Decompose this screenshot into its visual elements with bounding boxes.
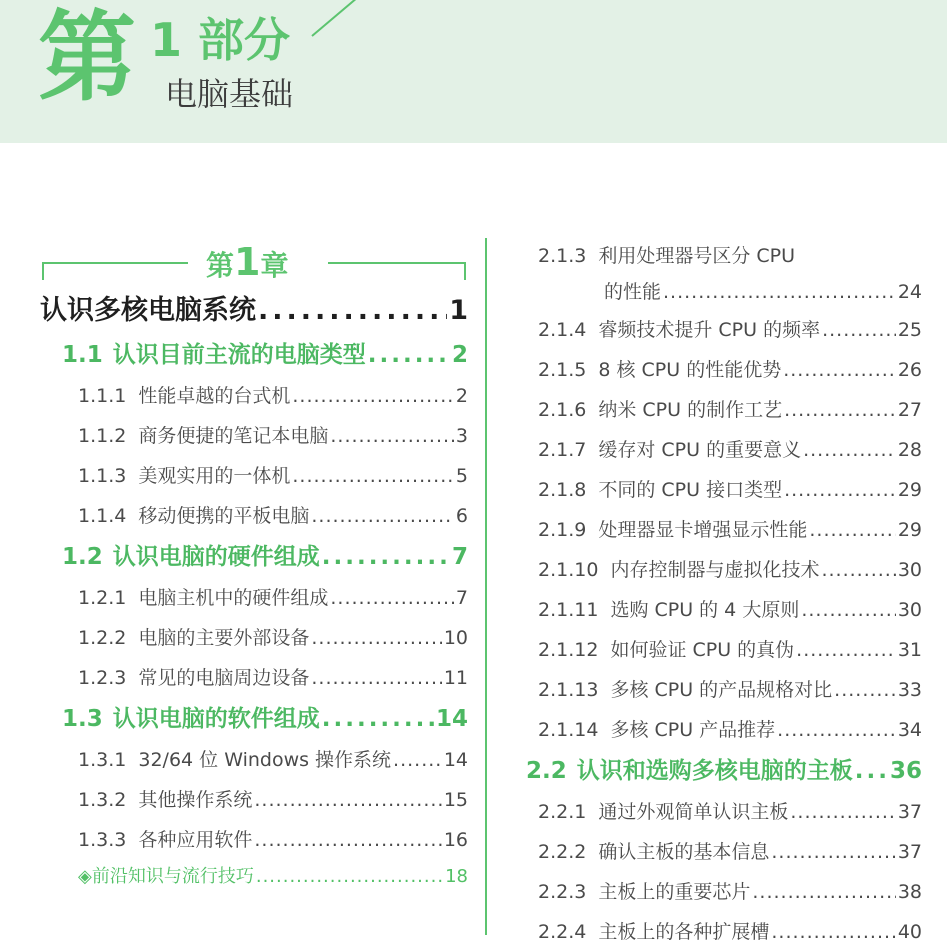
entry-page: 6 — [455, 505, 468, 527]
entry-text: 性能卓越的台式机 — [138, 385, 291, 407]
toc-entry[interactable] — [40, 578, 468, 618]
entry-title — [538, 792, 788, 832]
entry-text: 处理器显卡增强显示性能 — [598, 519, 808, 541]
toc-entry[interactable] — [538, 470, 922, 510]
entry-text: 主板上的各种扩展槽 — [598, 921, 770, 943]
entry-page: 26 — [897, 359, 922, 381]
entry-number: 1.1.4 — [78, 505, 127, 527]
entry-title — [538, 510, 807, 550]
entry-text: 美观实用的一体机 — [138, 465, 291, 487]
entry-page: 38 — [897, 881, 922, 903]
entry-number: 1.1.2 — [78, 425, 127, 447]
entry-text: 主板上的重要芯片 — [598, 881, 751, 903]
entry-text: 常见的电脑周边设备 — [138, 667, 310, 689]
dot-leader — [330, 578, 454, 618]
entry-text: 前沿知识与流行技巧 — [91, 866, 254, 887]
entry-title — [62, 536, 320, 578]
toc-entry[interactable] — [538, 510, 922, 550]
entry-title — [78, 740, 391, 780]
entry-page: 29 — [897, 519, 922, 541]
chapter-rule-right — [328, 262, 466, 264]
dot-leader — [256, 860, 443, 894]
decorative-slash-icon — [308, 0, 368, 38]
entry-number: 2.1.3 — [538, 245, 587, 267]
entry-number: 1.3.3 — [78, 829, 127, 851]
entry-title — [526, 750, 853, 792]
entry-title — [78, 820, 252, 860]
entry-text: 认识电脑的软件组成 — [112, 706, 320, 732]
entry-text: 纳米 CPU 的制作工艺 — [598, 399, 783, 421]
toc-entry[interactable] — [538, 832, 922, 872]
entry-page: 10 — [443, 627, 468, 649]
entry-page: 34 — [897, 719, 922, 741]
entry-title — [538, 670, 832, 710]
entry-text: 认识目前主流的电脑类型 — [112, 342, 366, 368]
entry-text: 缓存对 CPU 的重要意义 — [598, 439, 802, 461]
dot-leader — [771, 832, 895, 872]
entry-text: 其他操作系统 — [138, 789, 253, 811]
entry-title — [78, 658, 309, 698]
entry-text: 多核 CPU 的产品规格对比 — [610, 679, 833, 701]
entry-text: 8 核 CPU 的性能优势 — [598, 359, 782, 381]
dot-leader — [771, 912, 895, 952]
entry-title — [538, 590, 799, 630]
dot-leader — [790, 792, 895, 832]
entry-number: 2.1.6 — [538, 399, 587, 421]
dot-leader — [258, 288, 447, 334]
entry-page: 30 — [897, 599, 922, 621]
entry-title — [538, 630, 794, 670]
toc-entry-2-1-3[interactable] — [538, 236, 922, 310]
dot-leader — [393, 740, 442, 780]
chapter-rule-tick-left — [42, 262, 44, 280]
entry-title — [78, 860, 254, 894]
toc-entry[interactable] — [40, 496, 468, 536]
entry-title — [62, 334, 366, 376]
toc-entry[interactable] — [40, 618, 468, 658]
entry-number: 1.2 — [62, 544, 103, 570]
entry-title — [538, 350, 781, 390]
toc-section[interactable] — [40, 536, 468, 578]
left-entries — [40, 334, 468, 894]
entry-text: 通过外观简单认识主板 — [598, 801, 789, 823]
entry-number: 2.1.11 — [538, 599, 599, 621]
toc-entry[interactable] — [538, 710, 922, 750]
entry-title — [538, 872, 750, 912]
entry-title — [538, 470, 782, 510]
entry-text: 移动便携的平板电脑 — [138, 505, 310, 527]
toc-section[interactable] — [526, 750, 922, 792]
entry-page: 5 — [455, 465, 468, 487]
entry-number: 1.1.1 — [78, 385, 127, 407]
chapter-rule-left — [42, 262, 188, 264]
entry-page: 37 — [897, 801, 922, 823]
entry-title — [78, 376, 290, 416]
entry-number: 2.1.12 — [538, 639, 599, 661]
entry-text: 电脑的主要外部设备 — [138, 627, 310, 649]
entry-page: 14 — [435, 706, 468, 732]
entry-number: 2.2.4 — [538, 921, 587, 943]
entry-number: 1.3.2 — [78, 789, 127, 811]
entry-page: 30 — [897, 559, 922, 581]
toc-entry[interactable] — [538, 670, 922, 710]
toc-tips-entry[interactable] — [40, 860, 468, 894]
dot-leader — [822, 310, 896, 350]
chapter-title: 认识多核电脑系统 — [40, 295, 256, 326]
toc-entry[interactable] — [538, 630, 922, 670]
dot-leader — [784, 390, 896, 430]
dot-leader — [322, 698, 434, 740]
entry-text: 认识和选购多核电脑的主板 — [576, 758, 853, 784]
entry-page: 33 — [897, 679, 922, 701]
dot-leader — [254, 780, 441, 820]
toc-section[interactable] — [40, 698, 468, 740]
entry-page: 3 — [455, 425, 468, 447]
entry-number: 2.2.2 — [538, 841, 587, 863]
diamond-icon: ◈ — [78, 866, 92, 887]
dot-leader — [801, 590, 895, 630]
dot-leader — [254, 820, 441, 860]
entry-title — [538, 550, 819, 590]
entry-number: 2.1.13 — [538, 679, 599, 701]
entry-title — [538, 390, 782, 430]
toc-entry[interactable] — [40, 658, 468, 698]
dot-leader — [311, 658, 441, 698]
entry-page: 31 — [897, 639, 922, 661]
entry-title — [78, 496, 309, 536]
entry-page: 2 — [455, 385, 468, 407]
toc-entry[interactable] — [40, 376, 468, 416]
entry-page: 40 — [897, 921, 922, 943]
entry-title — [78, 780, 252, 820]
chapter-suffix: 章 — [260, 249, 289, 282]
entry-text: 电脑主机中的硬件组成 — [138, 587, 329, 609]
dot-leader — [311, 618, 441, 658]
entry-text: 认识电脑的硬件组成 — [112, 544, 320, 570]
dot-leader — [292, 456, 454, 496]
dot-leader — [663, 274, 896, 310]
toc-entry[interactable] — [40, 820, 468, 860]
entry-text: 睿频技术提升 CPU 的频率 — [598, 319, 821, 341]
toc-entry[interactable] — [538, 872, 922, 912]
entry-title-line1: 利用处理器号区分 CPU — [598, 245, 796, 267]
chapter-number: 1 — [234, 240, 261, 284]
dot-leader — [834, 670, 896, 710]
toc-entry[interactable] — [538, 792, 922, 832]
entry-number: 2.1.9 — [538, 519, 587, 541]
toc-entry[interactable] — [538, 430, 922, 470]
entry-page: 2 — [451, 342, 468, 368]
entry-number: 2.1.8 — [538, 479, 587, 501]
entry-text: 如何验证 CPU 的真伪 — [610, 639, 795, 661]
entry-title — [538, 710, 775, 750]
chapter-prefix: 第 — [206, 249, 235, 282]
entry-text: 商务便捷的笔记本电脑 — [138, 425, 329, 447]
dot-leader — [322, 536, 450, 578]
entry-text: 多核 CPU 产品推荐 — [610, 719, 776, 741]
entry-number: 2.1.14 — [538, 719, 599, 741]
entry-text: 确认主板的基本信息 — [598, 841, 770, 863]
entry-number: 1.3 — [62, 706, 103, 732]
entry-number: 2.1.7 — [538, 439, 587, 461]
toc-entry[interactable] — [538, 550, 922, 590]
toc-entry[interactable] — [538, 310, 922, 350]
toc-right-column — [526, 236, 922, 952]
dot-leader — [311, 496, 454, 536]
entry-text: 各种应用软件 — [138, 829, 253, 851]
entry-number: 1.1 — [62, 342, 103, 368]
entry-number: 2.2.1 — [538, 801, 587, 823]
entry-title — [78, 578, 328, 618]
toc-entry[interactable] — [40, 740, 468, 780]
entry-title-line2: 的性能 — [604, 281, 662, 303]
toc-entry[interactable] — [538, 390, 922, 430]
entry-title — [538, 832, 769, 872]
entry-number: 1.3.1 — [78, 749, 127, 771]
entry-page: 18 — [445, 866, 468, 887]
entry-page: 28 — [897, 439, 922, 461]
entry-page: 29 — [897, 479, 922, 501]
dot-leader — [803, 430, 896, 470]
entry-page: 14 — [443, 749, 468, 771]
toc-entry[interactable] — [40, 456, 468, 496]
part-character: 第 — [38, 1, 137, 115]
entry-page: 36 — [889, 758, 922, 784]
chapter-rule-tick-right — [464, 262, 466, 280]
toc-entry[interactable] — [40, 416, 468, 456]
toc-entry[interactable] — [40, 780, 468, 820]
toc-entry[interactable] — [538, 912, 922, 952]
part-title: 电脑基础 — [165, 75, 294, 113]
chapter-label — [206, 240, 288, 288]
right-entries — [526, 310, 922, 952]
entry-number: 2.1.5 — [538, 359, 587, 381]
entry-page: 27 — [897, 399, 922, 421]
entry-title — [538, 912, 769, 952]
entry-page: 25 — [897, 319, 922, 341]
chapter-page: 1 — [449, 295, 468, 326]
toc-entry[interactable] — [538, 590, 922, 630]
dot-leader — [783, 350, 896, 390]
entry-number: 2.2.3 — [538, 881, 587, 903]
entry-page: 7 — [451, 544, 468, 570]
entry-page: 15 — [443, 789, 468, 811]
dot-leader — [292, 376, 454, 416]
entry-title — [78, 618, 309, 658]
entry-text: 选购 CPU 的 4 大原则 — [610, 599, 800, 621]
entry-number: 2.1.10 — [538, 559, 599, 581]
toc-section[interactable] — [40, 334, 468, 376]
dot-leader — [855, 750, 888, 792]
entry-title — [62, 698, 320, 740]
dot-leader — [796, 630, 896, 670]
dot-leader — [809, 510, 895, 550]
part-banner — [0, 0, 947, 143]
entry-number: 1.2.2 — [78, 627, 127, 649]
toc-left-column — [40, 240, 468, 894]
entry-title — [538, 430, 801, 470]
entry-page: 24 — [897, 281, 922, 303]
entry-page: 11 — [443, 667, 468, 689]
dot-leader — [777, 710, 896, 750]
entry-number: 1.1.3 — [78, 465, 127, 487]
column-divider — [485, 238, 487, 935]
entry-number: 2.1.4 — [538, 319, 587, 341]
entry-page: 7 — [455, 587, 468, 609]
part-number: 1 部分 — [150, 13, 291, 67]
entry-title — [538, 310, 820, 350]
entry-number: 2.2 — [526, 758, 567, 784]
entry-title — [78, 456, 290, 496]
entry-text: 内存控制器与虚拟化技术 — [610, 559, 820, 581]
dot-leader — [821, 550, 895, 590]
entry-text: 不同的 CPU 接口类型 — [598, 479, 783, 501]
entry-text: 32/64 位 Windows 操作系统 — [138, 749, 392, 771]
entry-number: 1.2.1 — [78, 587, 127, 609]
entry-page: 37 — [897, 841, 922, 863]
toc-entry[interactable] — [538, 350, 922, 390]
chapter-title-row[interactable] — [40, 288, 468, 334]
dot-leader — [330, 416, 454, 456]
entry-title — [78, 416, 328, 456]
chapter-heading — [40, 240, 468, 284]
dot-leader — [752, 872, 895, 912]
entry-number: 1.2.3 — [78, 667, 127, 689]
entry-page: 16 — [443, 829, 468, 851]
dot-leader — [784, 470, 896, 510]
dot-leader — [368, 334, 450, 376]
